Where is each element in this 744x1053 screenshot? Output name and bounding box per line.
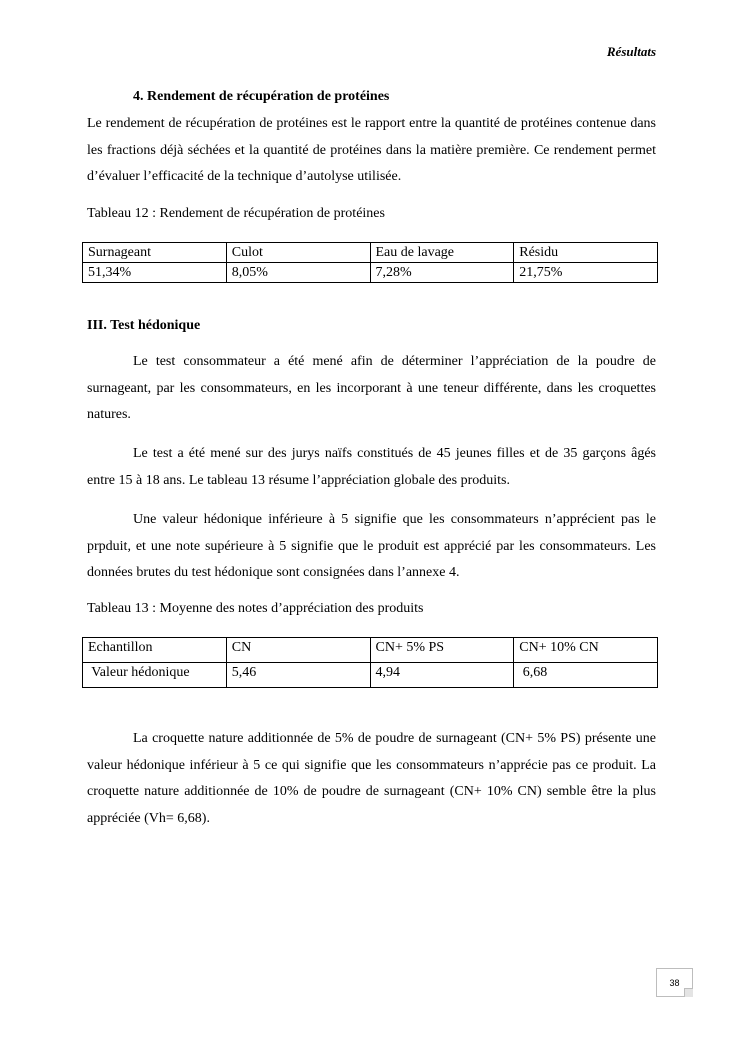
- section-3-paragraph: Le test consommateur a été mené afin de déterminer l’appréciation de la poudre de surnageant, par les consommateurs, en les incorporant à une teneur différente, dans les croquettes natures.: [87, 354, 656, 422]
- section-3-paragraph: Une valeur hédonique inférieure à 5 signifie que les consommateurs n’apprécient pas le prpduit, et une note supérieure à 5 signifie que le produit est apprécié par les consommateurs. Les données brutes du test hédonique sont consignées dans l’annexe 4.: [87, 512, 656, 580]
- table-header-cell: CN+ 10% CN: [514, 638, 658, 663]
- table-header-cell: Résidu: [514, 243, 658, 263]
- table-cell: 6,68: [514, 663, 658, 688]
- table-13-caption: Tableau 13 : Moyenne des notes d’appréciation des produits: [87, 601, 424, 616]
- table-header-cell: Echantillon: [83, 638, 227, 663]
- table-header-cell: CN+ 5% PS: [370, 638, 514, 663]
- running-header: Résultats: [606, 44, 656, 59]
- table-header-cell: Surnageant: [83, 243, 227, 263]
- table-cell: 51,34%: [83, 263, 227, 283]
- section-4-title: 4. Rendement de récupération de protéines: [133, 89, 390, 104]
- page-number: 38: [656, 968, 693, 997]
- table-header-cell: CN: [226, 638, 370, 663]
- table-13: [82, 637, 658, 688]
- table-cell: 21,75%: [514, 263, 658, 283]
- table-header-row: [83, 638, 658, 663]
- table-cell: 8,05%: [226, 263, 370, 283]
- table-cell: 7,28%: [370, 263, 514, 283]
- table-header-cell: Eau de lavage: [370, 243, 514, 263]
- section-3-title: III. Test hédonique: [87, 318, 201, 333]
- table-cell: Valeur hédonique: [83, 663, 227, 688]
- table-header-row: [83, 243, 658, 263]
- table-12: [82, 242, 658, 283]
- table-row: [83, 663, 658, 688]
- table-cell: 5,46: [226, 663, 370, 688]
- table-header-cell: Culot: [226, 243, 370, 263]
- table-row: [83, 263, 658, 283]
- conclusion-paragraph: La croquette nature additionnée de 5% de poudre de surnageant (CN+ 5% PS) présente une valeur hédonique inférieur à 5 ce qui signifie que les consommateurs n’apprécie pas ce produit. La croquette nature additionnée de 10% de poudre de surnageant (CN+ 10% CN) semble être la plus appréciée (Vh= 6,68).: [87, 731, 656, 826]
- table-cell: 4,94: [370, 663, 514, 688]
- section-4-paragraph: Le rendement de récupération de protéines est le rapport entre la quantité de protéines contenue dans les fractions déjà séchées et la quantité de protéines dans la matière première. Ce rendement permet d’évaluer l’efficacité de la technique d’autolyse utilisée.: [87, 116, 656, 184]
- table-12-caption: Tableau 12 : Rendement de récupération de protéines: [87, 206, 385, 221]
- section-3-paragraph: Le test a été mené sur des jurys naïfs constitués de 45 jeunes filles et de 35 garçons âgés entre 15 à 18 ans. Le tableau 13 résume l’appréciation globale des produits.: [87, 446, 656, 488]
